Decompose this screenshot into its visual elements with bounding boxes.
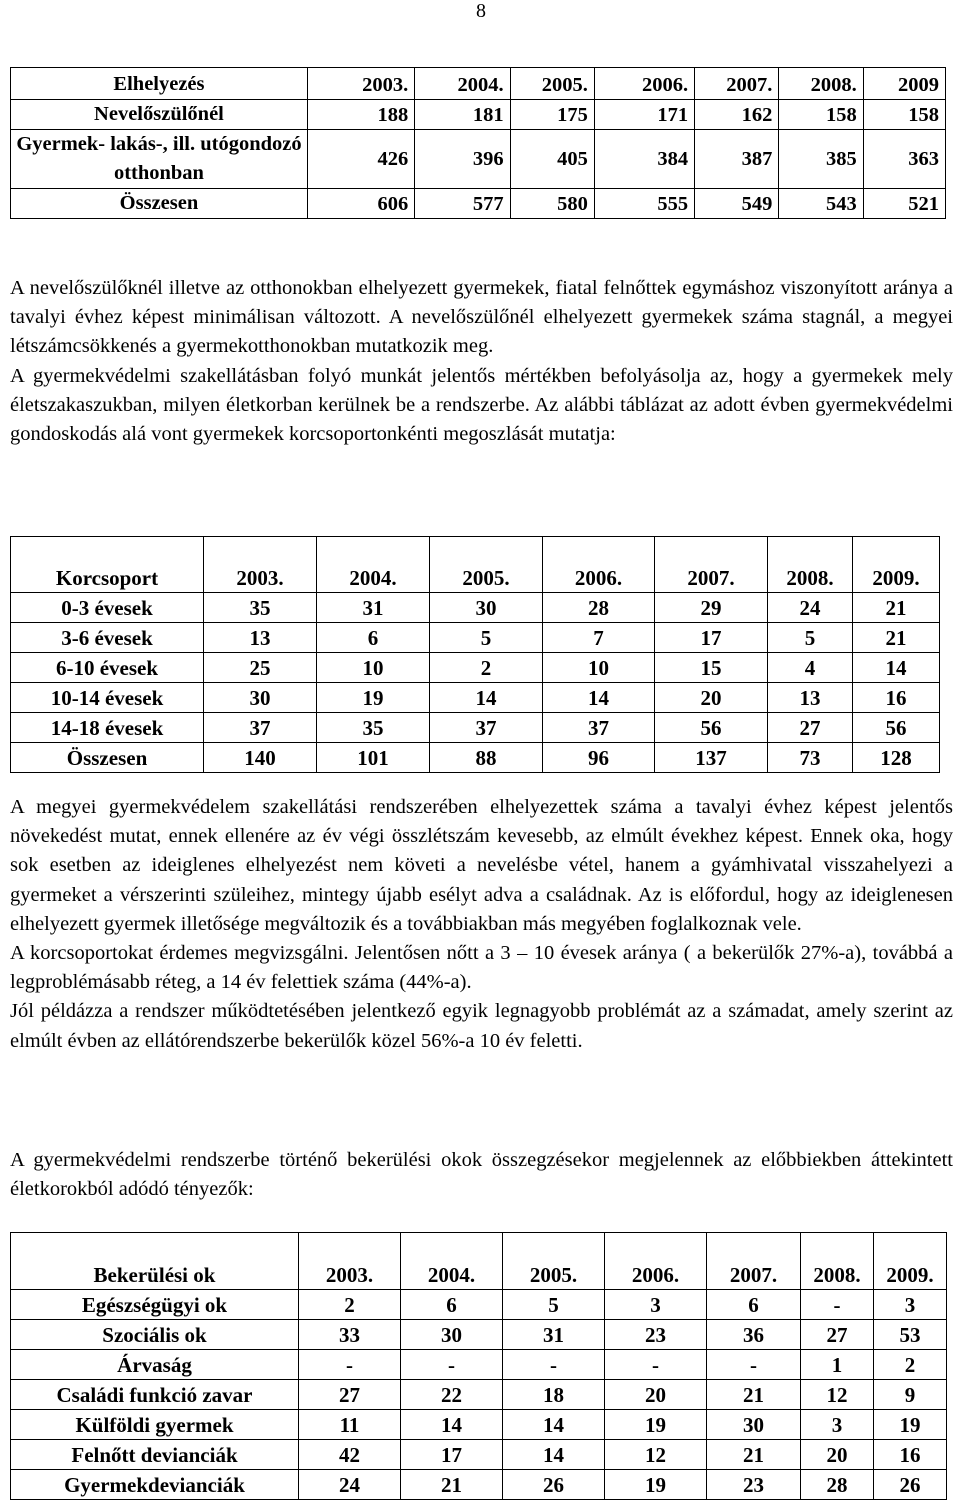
table-cell: 521 bbox=[863, 189, 945, 219]
row-label-cell: 3-6 évesek bbox=[11, 623, 204, 653]
table-cell: 10 bbox=[543, 653, 655, 683]
table-cell: 18 bbox=[503, 1380, 605, 1410]
paragraph-text: A megyei gyermekvédelem szakellátási rendszerében elhelyezettek száma a tavalyi évhez képest jelentős növekedést mutat, ennek ellenére az év végi összlétszám kevesebb, az elmúlt évekhez képest. Ennek oka, hogy sok esetben az ideiglenes elhelyezést nem követi a nevelésbe vétel, hanem a gyámhivatal visszahelyezi a gyermeket a vérszerinti szüleihez, mintegy újabb esélyt adva a családnak. Az is előfordul, hogy az ideiglenesen elhelyezett gyermek illetősége megváltozik és a továbbiakban más megyében foglalkoznak vele. bbox=[10, 796, 953, 935]
table-cell: 14 bbox=[853, 653, 940, 683]
table-cell: 175 bbox=[510, 100, 594, 130]
table-cell: 3 bbox=[801, 1410, 874, 1440]
table-row bbox=[11, 1290, 947, 1320]
table-row bbox=[11, 713, 940, 743]
table-cell: 14 bbox=[430, 683, 543, 713]
table-cell: 96 bbox=[543, 743, 655, 773]
table-header-cell: 2008. bbox=[801, 1233, 874, 1290]
table-row bbox=[11, 593, 940, 623]
table-cell: 549 bbox=[695, 189, 779, 219]
table-cell: 30 bbox=[430, 593, 543, 623]
table-cell: 16 bbox=[874, 1440, 947, 1470]
table-cell: 24 bbox=[299, 1470, 401, 1500]
table-cell: 26 bbox=[874, 1470, 947, 1500]
table-cell: 21 bbox=[853, 623, 940, 653]
row-label-cell: 10-14 évesek bbox=[11, 683, 204, 713]
table-cell: 35 bbox=[317, 713, 430, 743]
table-header-cell: 2006. bbox=[594, 68, 694, 100]
table-cell: 17 bbox=[401, 1440, 503, 1470]
paragraph-age-analysis bbox=[10, 793, 953, 1056]
table-row bbox=[11, 1380, 947, 1410]
table-cell: 13 bbox=[768, 683, 853, 713]
paragraph-text: A korcsoportokat érdemes megvizsgálni. Jelentősen nőtt a 3 – 10 évesek aránya ( a bekerülők 27%-a), továbbá a legproblémásabb réteg, a 14 év felettiek száma (44%-a). bbox=[10, 942, 953, 994]
table-cell: 426 bbox=[307, 130, 414, 189]
table-cell: - bbox=[707, 1350, 801, 1380]
table-cell: 158 bbox=[863, 100, 945, 130]
table-cell: 5 bbox=[430, 623, 543, 653]
table-cell: 363 bbox=[863, 130, 945, 189]
table-header-cell: 2007. bbox=[695, 68, 779, 100]
table-cell: 158 bbox=[779, 100, 863, 130]
table-cell: 24 bbox=[768, 593, 853, 623]
table-header-cell: 2004. bbox=[317, 537, 430, 593]
table-cell: - bbox=[801, 1290, 874, 1320]
table-cell: - bbox=[605, 1350, 707, 1380]
table-cell: 162 bbox=[695, 100, 779, 130]
table-cell: 14 bbox=[401, 1410, 503, 1440]
paragraph-text: A nevelőszülőknél illetve az otthonokban elhelyezett gyermekek, fiatal felnőttek egymáshoz viszonyított aránya a tavalyi évhez képest minimálisan változott. A nevelőszülőnél elhelyezett gyermekek száma stagnál, a megyei létszámcsökkenés a gyermekotthonokban mutatkozik meg. bbox=[10, 277, 953, 358]
table-cell: 128 bbox=[853, 743, 940, 773]
row-label-cell: Egészségügyi ok bbox=[11, 1290, 299, 1320]
table-header-row bbox=[11, 1233, 947, 1290]
row-label-cell: 14-18 évesek bbox=[11, 713, 204, 743]
table-row bbox=[11, 130, 946, 189]
table-row bbox=[11, 743, 940, 773]
table-cell: 28 bbox=[801, 1470, 874, 1500]
intake-reasons-table-body bbox=[11, 1233, 947, 1500]
table-row bbox=[11, 1440, 947, 1470]
table-cell: 42 bbox=[299, 1440, 401, 1470]
row-label-cell: Családi funkció zavar bbox=[11, 1380, 299, 1410]
age-group-table bbox=[10, 536, 940, 773]
table-cell: 22 bbox=[401, 1380, 503, 1410]
row-label-cell: 6-10 évesek bbox=[11, 653, 204, 683]
table-cell: 2 bbox=[874, 1350, 947, 1380]
row-label-cell: Gyermek- lakás-, ill. utógondozó otthonban bbox=[11, 130, 308, 189]
paragraph-placement-analysis bbox=[10, 274, 953, 449]
table-cell: 171 bbox=[594, 100, 694, 130]
table-header-cell: 2006. bbox=[543, 537, 655, 593]
table-cell: 73 bbox=[768, 743, 853, 773]
table-cell: 21 bbox=[853, 593, 940, 623]
table-cell: 19 bbox=[317, 683, 430, 713]
row-label-cell: Összesen bbox=[11, 189, 308, 219]
table-cell: 30 bbox=[204, 683, 317, 713]
table-cell: 19 bbox=[605, 1470, 707, 1500]
table-cell: 37 bbox=[543, 713, 655, 743]
table-row bbox=[11, 1470, 947, 1500]
table-cell: 9 bbox=[874, 1380, 947, 1410]
table-cell: 53 bbox=[874, 1320, 947, 1350]
table-row bbox=[11, 1320, 947, 1350]
table-header-cell: 2003. bbox=[299, 1233, 401, 1290]
table-cell: 88 bbox=[430, 743, 543, 773]
table-cell: 37 bbox=[430, 713, 543, 743]
table-header-cell: 2009. bbox=[853, 537, 940, 593]
table-header-cell: 2005. bbox=[430, 537, 543, 593]
table-cell: 577 bbox=[415, 189, 510, 219]
table-cell: 25 bbox=[204, 653, 317, 683]
table-cell: 31 bbox=[317, 593, 430, 623]
paragraph-text: Jól példázza a rendszer működtetésében jelentkező egyik legnagyobb problémát az a számadat, amely szerint az elmúlt évben az ellátórendszerbe bekerülők közel 56%-a 10 év feletti. bbox=[10, 1000, 953, 1052]
table-header-cell: 2005. bbox=[510, 68, 594, 100]
table-cell: 3 bbox=[874, 1290, 947, 1320]
age-group-table-body bbox=[11, 537, 940, 773]
table-cell: 13 bbox=[204, 623, 317, 653]
paragraph-text: A gyermekvédelmi rendszerbe történő bekerülési okok összegzésekor megjelennek az előbbiekben áttekintett életkorokból adódó tényezők: bbox=[10, 1149, 953, 1201]
table-cell: 6 bbox=[401, 1290, 503, 1320]
table-header-cell: 2007. bbox=[707, 1233, 801, 1290]
table-header-cell: 2009 bbox=[863, 68, 945, 100]
table-row bbox=[11, 683, 940, 713]
table-row bbox=[11, 1350, 947, 1380]
table-cell: 19 bbox=[605, 1410, 707, 1440]
table-header-cell: Bekerülési ok bbox=[11, 1233, 299, 1290]
table-cell: 543 bbox=[779, 189, 863, 219]
table-cell: 4 bbox=[768, 653, 853, 683]
table-cell: 384 bbox=[594, 130, 694, 189]
table-header-cell: 2003. bbox=[204, 537, 317, 593]
table-cell: 3 bbox=[605, 1290, 707, 1320]
table-cell: 56 bbox=[853, 713, 940, 743]
table-header-cell: 2004. bbox=[401, 1233, 503, 1290]
table-cell: 10 bbox=[317, 653, 430, 683]
row-label-cell: Összesen bbox=[11, 743, 204, 773]
table-cell: 6 bbox=[707, 1290, 801, 1320]
table-cell: 16 bbox=[853, 683, 940, 713]
table-cell: 11 bbox=[299, 1410, 401, 1440]
table-cell: 12 bbox=[605, 1440, 707, 1470]
table-cell: 396 bbox=[415, 130, 510, 189]
table-cell: 137 bbox=[655, 743, 768, 773]
table-cell: 555 bbox=[594, 189, 694, 219]
table-row bbox=[11, 100, 946, 130]
table-cell: 20 bbox=[801, 1440, 874, 1470]
table-cell: 27 bbox=[768, 713, 853, 743]
table-cell: 35 bbox=[204, 593, 317, 623]
table-cell: 28 bbox=[543, 593, 655, 623]
table-cell: 23 bbox=[605, 1320, 707, 1350]
table-cell: 2 bbox=[299, 1290, 401, 1320]
paragraph-intake-intro bbox=[10, 1146, 953, 1204]
table-cell: 21 bbox=[401, 1470, 503, 1500]
table-cell: - bbox=[401, 1350, 503, 1380]
table-cell: 30 bbox=[401, 1320, 503, 1350]
paragraph-text: A gyermekvédelmi szakellátásban folyó munkát jelentős mértékben befolyásolja az, hogy a gyermekek mely életszakaszukban, milyen életkorban kerülnek be a rendszerbe. Az alábbi táblázat az adott évben gyermekvédelmi gondoskodás alá vont gyermekek korcsoportonkénti megoszlását mutatja: bbox=[10, 364, 953, 446]
table-cell: 14 bbox=[503, 1410, 605, 1440]
row-label-cell: 0-3 évesek bbox=[11, 593, 204, 623]
table-cell: 188 bbox=[307, 100, 414, 130]
table-header-row bbox=[11, 537, 940, 593]
row-label-cell: Árvaság bbox=[11, 1350, 299, 1380]
table-cell: 15 bbox=[655, 653, 768, 683]
table-cell: 181 bbox=[415, 100, 510, 130]
page-number: 8 bbox=[476, 0, 486, 22]
table-cell: 14 bbox=[503, 1440, 605, 1470]
row-label-cell: Szociális ok bbox=[11, 1320, 299, 1350]
placement-table-body bbox=[11, 68, 946, 219]
table-cell: 14 bbox=[543, 683, 655, 713]
table-cell: 5 bbox=[503, 1290, 605, 1320]
table-cell: 385 bbox=[779, 130, 863, 189]
table-cell: 12 bbox=[801, 1380, 874, 1410]
table-cell: 387 bbox=[695, 130, 779, 189]
table-cell: 2 bbox=[430, 653, 543, 683]
table-row bbox=[11, 1410, 947, 1440]
table-cell: - bbox=[299, 1350, 401, 1380]
intake-reasons-table bbox=[10, 1232, 947, 1500]
table-cell: 36 bbox=[707, 1320, 801, 1350]
table-cell: 606 bbox=[307, 189, 414, 219]
table-cell: 20 bbox=[655, 683, 768, 713]
table-cell: 20 bbox=[605, 1380, 707, 1410]
row-label-cell: Felnőtt devianciák bbox=[11, 1440, 299, 1470]
table-cell: 580 bbox=[510, 189, 594, 219]
table-cell: 30 bbox=[707, 1410, 801, 1440]
table-cell: 19 bbox=[874, 1410, 947, 1440]
table-cell: 27 bbox=[299, 1380, 401, 1410]
table-cell: 140 bbox=[204, 743, 317, 773]
table-header-cell: Elhelyezés bbox=[11, 68, 308, 100]
table-cell: 1 bbox=[801, 1350, 874, 1380]
table-cell: 21 bbox=[707, 1380, 801, 1410]
table-cell: 405 bbox=[510, 130, 594, 189]
table-header-cell: 2008. bbox=[779, 68, 863, 100]
table-header-cell: 2006. bbox=[605, 1233, 707, 1290]
table-cell: 7 bbox=[543, 623, 655, 653]
table-header-cell: Korcsoport bbox=[11, 537, 204, 593]
row-label-cell: Nevelőszülőnél bbox=[11, 100, 308, 130]
table-header-cell: 2004. bbox=[415, 68, 510, 100]
table-cell: 17 bbox=[655, 623, 768, 653]
table-cell: 23 bbox=[707, 1470, 801, 1500]
table-header-cell: 2007. bbox=[655, 537, 768, 593]
table-header-cell: 2005. bbox=[503, 1233, 605, 1290]
table-cell: 101 bbox=[317, 743, 430, 773]
table-header-cell: 2003. bbox=[307, 68, 414, 100]
table-header-cell: 2008. bbox=[768, 537, 853, 593]
table-row bbox=[11, 189, 946, 219]
table-header-cell: 2009. bbox=[874, 1233, 947, 1290]
table-cell: - bbox=[503, 1350, 605, 1380]
table-row bbox=[11, 623, 940, 653]
table-cell: 29 bbox=[655, 593, 768, 623]
table-header-row bbox=[11, 68, 946, 100]
table-cell: 56 bbox=[655, 713, 768, 743]
table-row bbox=[11, 653, 940, 683]
table-cell: 27 bbox=[801, 1320, 874, 1350]
table-cell: 31 bbox=[503, 1320, 605, 1350]
table-cell: 33 bbox=[299, 1320, 401, 1350]
table-cell: 26 bbox=[503, 1470, 605, 1500]
table-cell: 5 bbox=[768, 623, 853, 653]
row-label-cell: Külföldi gyermek bbox=[11, 1410, 299, 1440]
table-cell: 21 bbox=[707, 1440, 801, 1470]
row-label-cell: Gyermekdevianciák bbox=[11, 1470, 299, 1500]
table-cell: 6 bbox=[317, 623, 430, 653]
table-cell: 37 bbox=[204, 713, 317, 743]
placement-table bbox=[10, 67, 946, 219]
